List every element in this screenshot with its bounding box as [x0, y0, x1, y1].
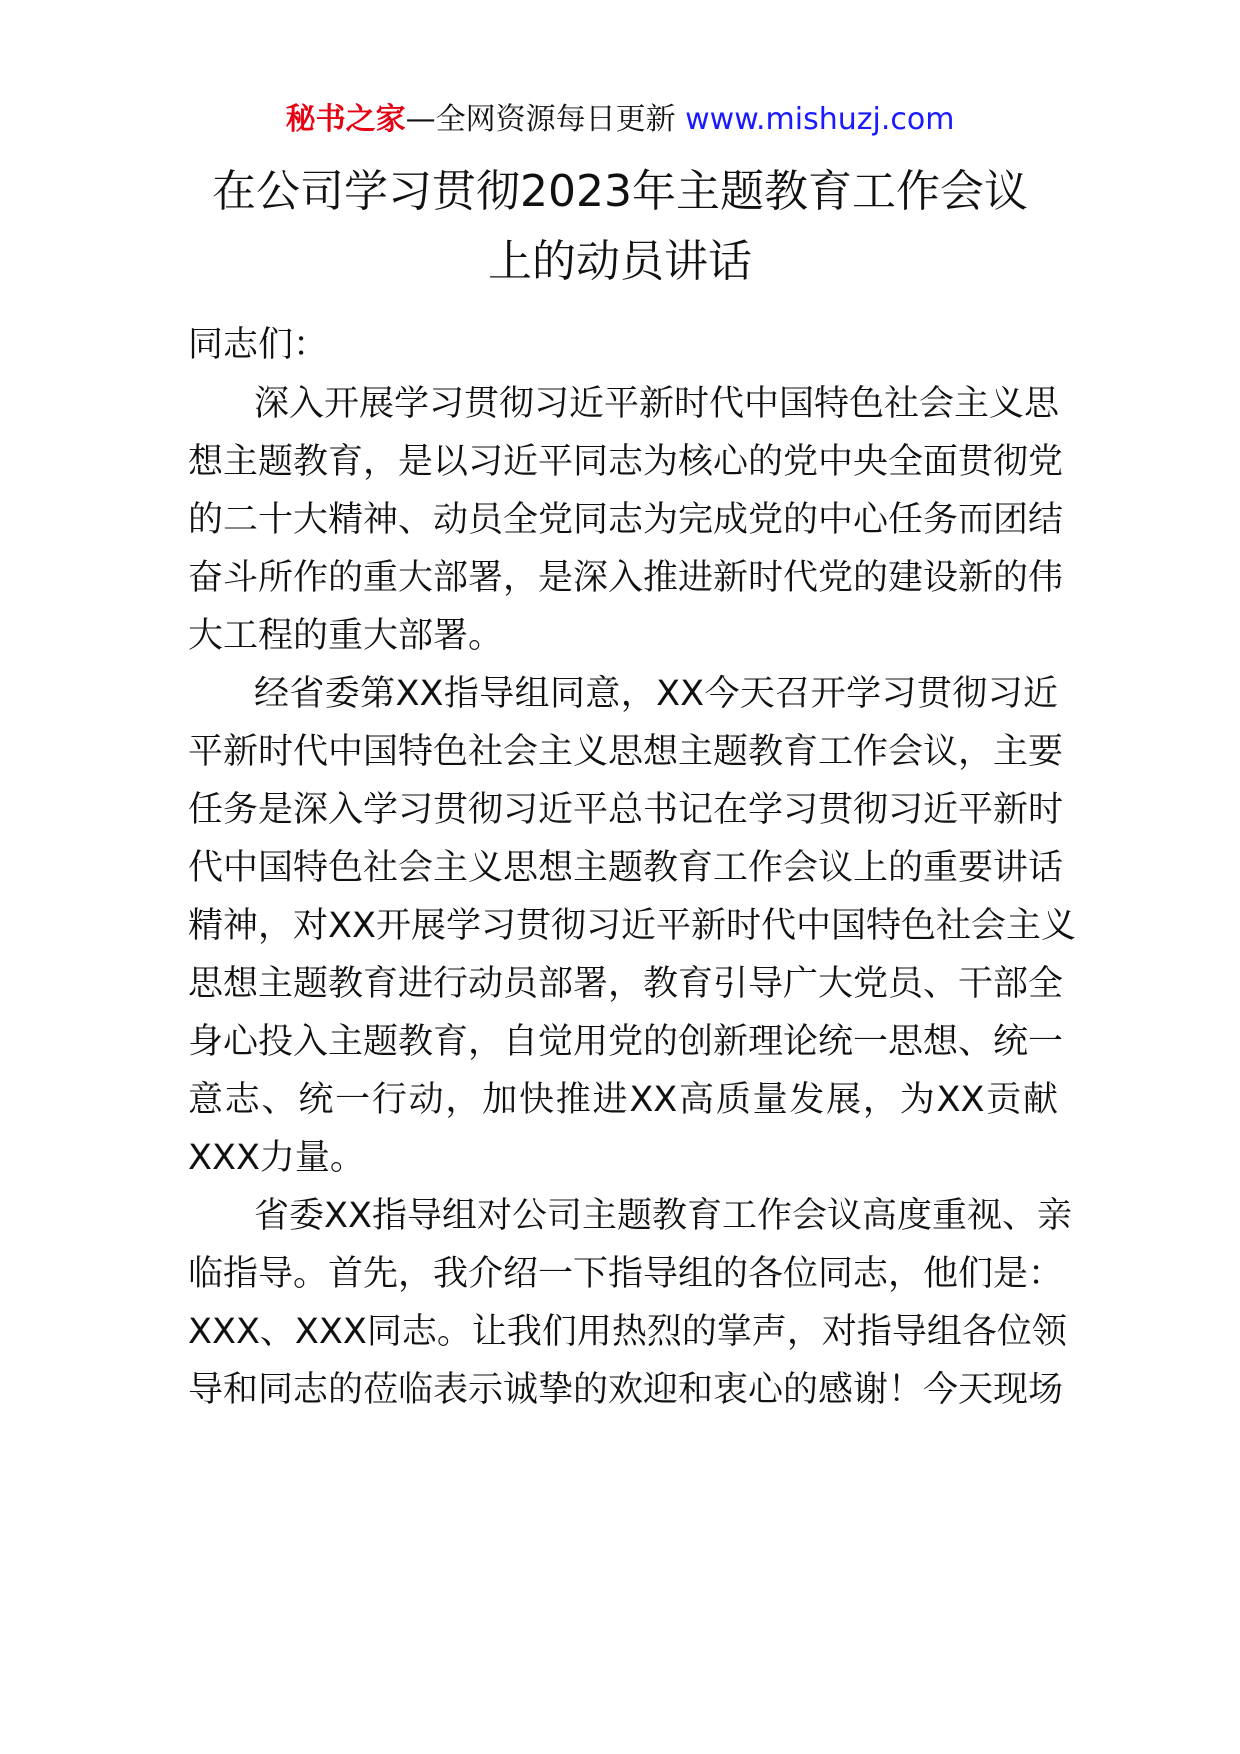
document-title-line-2: 上的动员讲话 — [488, 236, 752, 287]
header-tagline: —全网资源每日更新 — [405, 102, 686, 137]
body-line: 任务是深入学习贯彻习近平总书记在学习贯彻习近平新时 — [188, 790, 1064, 830]
document-title-line-1: 在公司学习贯彻2023年主题教育工作会议 — [212, 166, 1028, 217]
body-line: 深入开展学习贯彻习近平新时代中国特色社会主义思 — [254, 384, 1060, 424]
body-line: 的二十大精神、动员全党同志为完成党的中心任务而团结 — [188, 500, 1064, 540]
body-line: 临指导。首先，我介绍一下指导组的各位同志，他们是： — [188, 1254, 1064, 1294]
body-line: 代中国特色社会主义思想主题教育工作会议上的重要讲话 — [188, 848, 1064, 888]
body-line: 意志、统一行动，加快推进XX高质量发展，为XX贡献 — [188, 1080, 1058, 1120]
body-line: 思想主题教育进行动员部署，教育引导广大党员、干部全 — [188, 964, 1064, 1004]
body-line: 大工程的重大部署。 — [188, 616, 504, 656]
body-line: 省委XX指导组对公司主题教育工作会议高度重视、亲 — [254, 1196, 1072, 1236]
body-line: 导和同志的莅临表示诚挚的欢迎和衷心的感谢！今天现场 — [188, 1370, 1064, 1410]
body-line: 身心投入主题教育，自觉用党的创新理论统一思想、统一 — [188, 1022, 1064, 1062]
body-line: 奋斗所作的重大部署，是深入推进新时代党的建设新的伟 — [188, 558, 1064, 598]
site-header — [0, 100, 1240, 140]
body-line: XXX、XXX同志。让我们用热烈的掌声，对指导组各位领 — [188, 1312, 1067, 1352]
brand-name: 秘书之家 — [285, 102, 406, 137]
site-url-link[interactable]: www.mishuzj.com — [685, 102, 955, 137]
body-line: 经省委第XX指导组同意，XX今天召开学习贯彻习近 — [254, 674, 1058, 714]
salutation: 同志们： — [188, 325, 329, 365]
body-line: 平新时代中国特色社会主义思想主题教育工作会议，主要 — [188, 732, 1064, 772]
body-line: XXX力量。 — [188, 1138, 365, 1178]
body-line: 精神，对XX开展学习贯彻习近平新时代中国特色社会主义 — [188, 906, 1076, 946]
body-line: 想主题教育，是以习近平同志为核心的党中央全面贯彻党 — [188, 442, 1064, 482]
